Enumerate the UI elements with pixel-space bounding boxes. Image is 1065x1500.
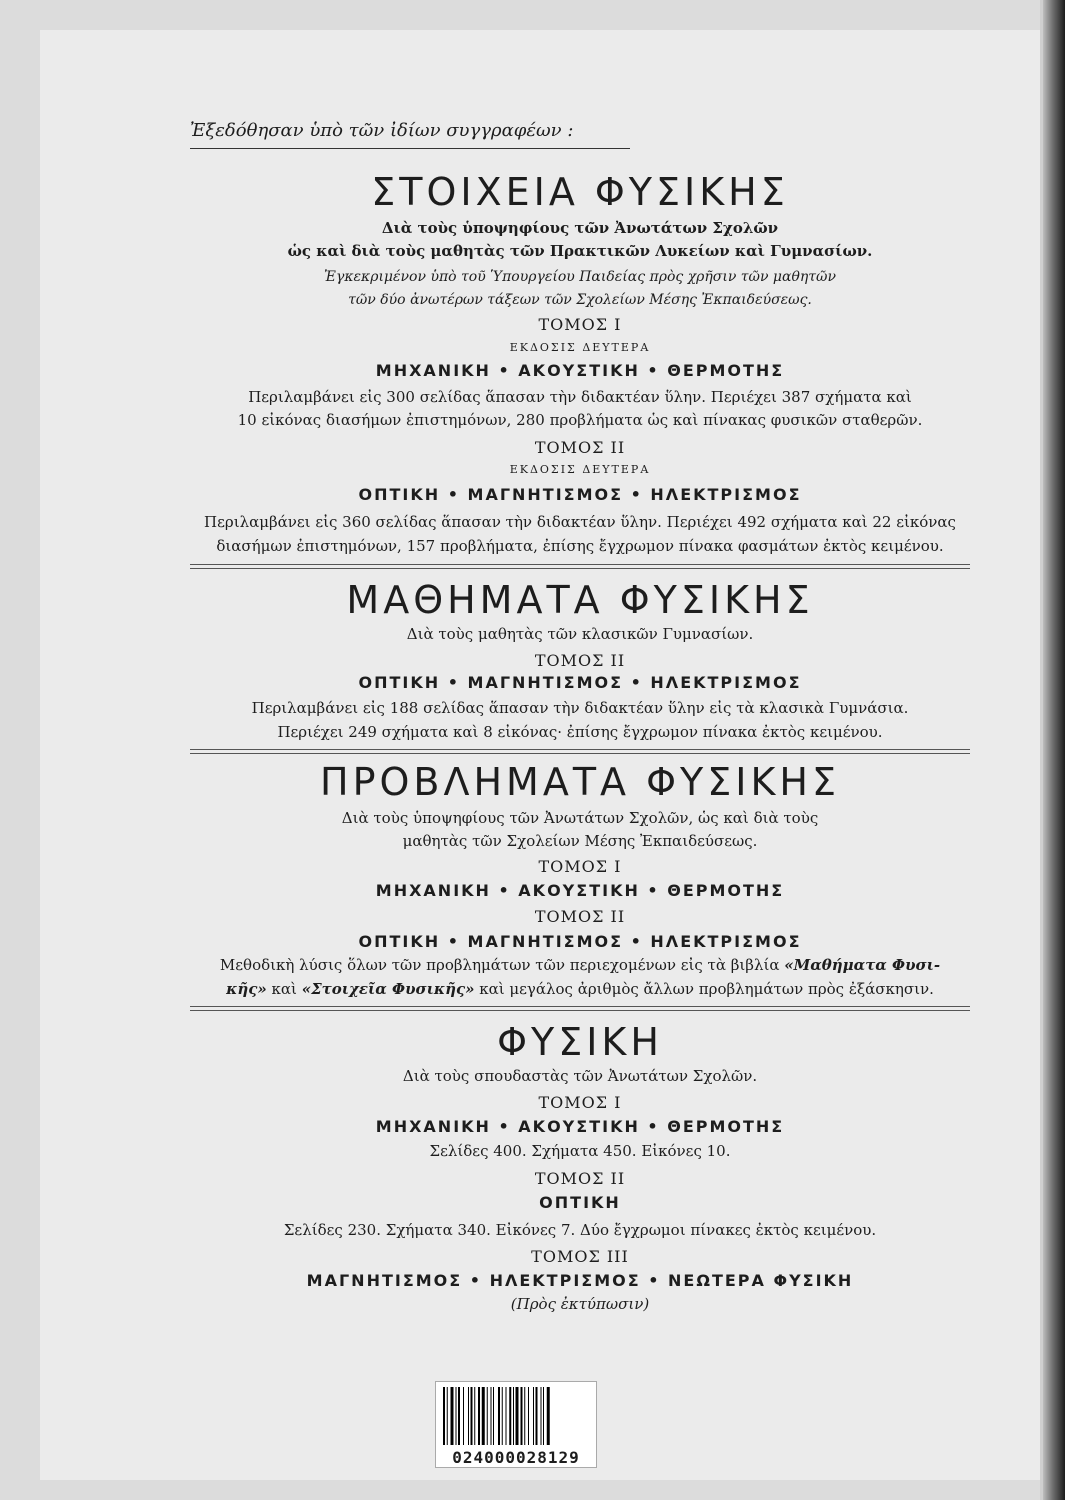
book-description: ὡς καὶ διὰ τοὺς μαθητὰς τῶν Πρακτικῶν Λυκείων καὶ Γυμνασίων. xyxy=(287,242,873,260)
book-description: Διὰ τοὺς μαθητὰς τῶν κλασικῶν Γυμνασίων. xyxy=(406,625,754,643)
barcode-bar xyxy=(491,1387,492,1445)
barcode-bar xyxy=(533,1387,534,1445)
volume-text: Περιλαμβάνει εἰς 300 σελίδας ἅπασαν τὴν διδακτέαν ὕλην. Περιέχει 387 σχήματα καὶ xyxy=(248,388,912,406)
barcode-bar xyxy=(498,1387,500,1445)
barcode-bar xyxy=(478,1387,480,1445)
volume-label: ΤΟΜΟΣ ΙΙ xyxy=(534,438,626,457)
book-reference: «Μαθήματα Φυσι- xyxy=(784,956,941,974)
section-divider xyxy=(190,749,970,754)
text-span: καὶ μεγάλος ἀριθμὸς ἄλλων προβλημάτων πρὸς ἐξάσκησιν. xyxy=(474,980,934,998)
volume-label: ΤΟΜΟΣ ΙΙ xyxy=(534,907,626,926)
section-divider xyxy=(190,1006,970,1011)
barcode-bars xyxy=(441,1387,591,1445)
volume-text: διασήμων ἐπιστημόνων, 157 προβλήματα, ἐπίσης ἔγχρωμον πίνακα φασμάτων ἐκτὸς κειμένου. xyxy=(216,537,944,555)
barcode-label xyxy=(435,1381,597,1468)
book-reference: κῆς» xyxy=(226,980,267,998)
edition-label: ΕΚΔΟΣΙΣ ΔΕΥΤΕΡΑ xyxy=(509,463,651,476)
book-title: ΜΑΘΗΜΑΤΑ ΦΥΣΙΚΗΣ xyxy=(346,578,814,622)
publications-header: Ἐξεδόθησαν ὑπὸ τῶν ἰδίων συγγραφέων : xyxy=(190,120,574,141)
volume-subject: ΜΗΧΑΝΙΚΗ • ΑΚΟΥΣΤΙΚΗ • ΘΕΡΜΟΤΗΣ xyxy=(375,361,785,380)
text-span: καὶ xyxy=(266,980,302,998)
volume-text: Περιέχει 249 σχήματα καὶ 8 εἰκόνας· ἐπίσης ἔγχρωμον πίνακα ἐκτὸς κειμένου. xyxy=(277,723,883,741)
barcode-bar xyxy=(458,1387,460,1445)
edition-label: ΕΚΔΟΣΙΣ ΔΕΥΤΕΡΑ xyxy=(509,341,651,354)
barcode-bar xyxy=(447,1387,448,1445)
book-description: μαθητὰς τῶν Σχολείων Μέσης Ἐκπαιδεύσεως. xyxy=(402,832,758,850)
book-reference: «Στοιχεῖα Φυσικῆς» xyxy=(301,980,475,998)
volume-label: ΤΟΜΟΣ ΙΙ xyxy=(534,1169,626,1188)
volume-label: ΤΟΜΟΣ Ι xyxy=(538,315,622,334)
volume-label: ΤΟΜΟΣ Ι xyxy=(538,1093,622,1112)
barcode-bar xyxy=(482,1387,485,1445)
barcode-bar xyxy=(456,1387,457,1445)
barcode-bar xyxy=(502,1387,503,1445)
barcode-bar xyxy=(474,1387,475,1445)
barcode-bar xyxy=(471,1387,473,1445)
barcode-bar xyxy=(443,1387,445,1445)
volume-subject: ΜΑΓΝΗΤΙΣΜΟΣ • ΗΛΕΚΤΡΙΣΜΟΣ • ΝΕΩΤΕΡΑ ΦΥΣΙΚΗ xyxy=(306,1271,854,1290)
volume-subject: ΟΠΤΙΚΗ • ΜΑΓΝΗΤΙΣΜΟΣ • ΗΛΕΚΤΡΙΣΜΟΣ xyxy=(358,673,802,692)
book-description: Διὰ τοὺς σπουδαστὰς τῶν Ἀνωτάτων Σχολῶν. xyxy=(402,1067,758,1085)
book-description: Διὰ τοὺς ὑποψηφίους τῶν Ἀνωτάτων Σχολῶν, ὡς καὶ διὰ τοὺς xyxy=(341,809,819,827)
barcode-bar xyxy=(509,1387,511,1445)
volume-label: ΤΟΜΟΣ Ι xyxy=(538,857,622,876)
print-note: (Πρὸς ἐκτύπωσιν) xyxy=(510,1295,650,1313)
volume-text: Περιλαμβάνει εἰς 188 σελίδας ἅπασαν τὴν διδακτέαν ὕλην εἰς τὰ κλασικὰ Γυμνάσια. xyxy=(251,699,909,717)
volume-text: Σελίδες 230. Σχήματα 340. Εἰκόνες 7. Δύο ἔγχρωμοι πίνακες ἐκτὸς κειμένου. xyxy=(283,1221,877,1239)
barcode-bar xyxy=(487,1387,488,1445)
volume-text xyxy=(190,953,970,977)
volume-text xyxy=(190,977,970,1001)
volume-label: ΤΟΜΟΣ ΙΙΙ xyxy=(531,1247,629,1266)
barcode-bar xyxy=(543,1387,544,1445)
barcode-number: 024000028129 xyxy=(452,1448,580,1467)
barcode-bar xyxy=(468,1387,469,1445)
volume-text: 10 εἰκόνας διασήμων ἐπιστημόνων, 280 προβλήματα ὡς καὶ πίνακας φυσικῶν σταθερῶν. xyxy=(237,411,923,429)
barcode-bar xyxy=(521,1387,523,1445)
barcode-bar xyxy=(536,1387,538,1445)
barcode-bar xyxy=(524,1387,525,1445)
text-span: Μεθοδικὴ λύσις ὅλων τῶν προβλημάτων τῶν περιεχομένων εἰς τὰ βιβλία xyxy=(219,956,785,974)
scan-edge xyxy=(1043,0,1065,1500)
book-description: Διὰ τοὺς ὑποψηφίους τῶν Ἀνωτάτων Σχολῶν xyxy=(381,219,779,237)
barcode-bar xyxy=(516,1387,519,1445)
barcode-bar xyxy=(451,1387,454,1445)
book-title: ΦΥΣΙΚΗ xyxy=(497,1020,663,1064)
volume-text: Περιλαμβάνει εἰς 360 σελίδας ἅπασαν τὴν διδακτέαν ὕλην. Περιέχει 492 σχήματα καὶ 22 εἰκόνας xyxy=(204,513,956,531)
volume-subject: ΟΠΤΙΚΗ • ΜΑΓΝΗΤΙΣΜΟΣ • ΗΛΕΚΤΡΙΣΜΟΣ xyxy=(358,485,802,504)
book-title: ΠΡΟΒΛΗΜΑΤΑ ΦΥΣΙΚΗΣ xyxy=(320,760,840,804)
volume-subject: ΜΗΧΑΝΙΚΗ • ΑΚΟΥΣΤΙΚΗ • ΘΕΡΜΟΤΗΣ xyxy=(375,1117,785,1136)
header-underline xyxy=(190,148,630,149)
volume-subject: ΟΠΤΙΚΗ xyxy=(539,1193,621,1212)
barcode-bar xyxy=(541,1387,542,1445)
book-title: ΣΤΟΙΧΕΙΑ ΦΥΣΙΚΗΣ xyxy=(371,170,789,214)
barcode-bar xyxy=(513,1387,514,1445)
barcode-bar xyxy=(463,1387,464,1445)
volume-subject: ΜΗΧΑΝΙΚΗ • ΑΚΟΥΣΤΙΚΗ • ΘΕΡΜΟΤΗΣ xyxy=(375,881,785,900)
volume-subject: ΟΠΤΙΚΗ • ΜΑΓΝΗΤΙΣΜΟΣ • ΗΛΕΚΤΡΙΣΜΟΣ xyxy=(358,932,802,951)
barcode-bar xyxy=(493,1387,494,1445)
barcode-bar xyxy=(528,1387,529,1445)
volume-text: Σελίδες 400. Σχήματα 450. Εἰκόνες 10. xyxy=(429,1142,731,1160)
approval-note: τῶν δύο ἀνωτέρων τάξεων τῶν Σχολείων Μέσης Ἐκπαιδεύσεως. xyxy=(348,292,812,308)
approval-note: Ἐγκεκριμένον ὑπὸ τοῦ Ὑπουργείου Παιδείας πρὸς χρῆσιν τῶν μαθητῶν xyxy=(324,269,836,285)
barcode-bar xyxy=(506,1387,507,1445)
section-divider xyxy=(190,564,970,569)
volume-label: ΤΟΜΟΣ ΙΙ xyxy=(534,651,626,670)
barcode-bar xyxy=(547,1387,550,1445)
